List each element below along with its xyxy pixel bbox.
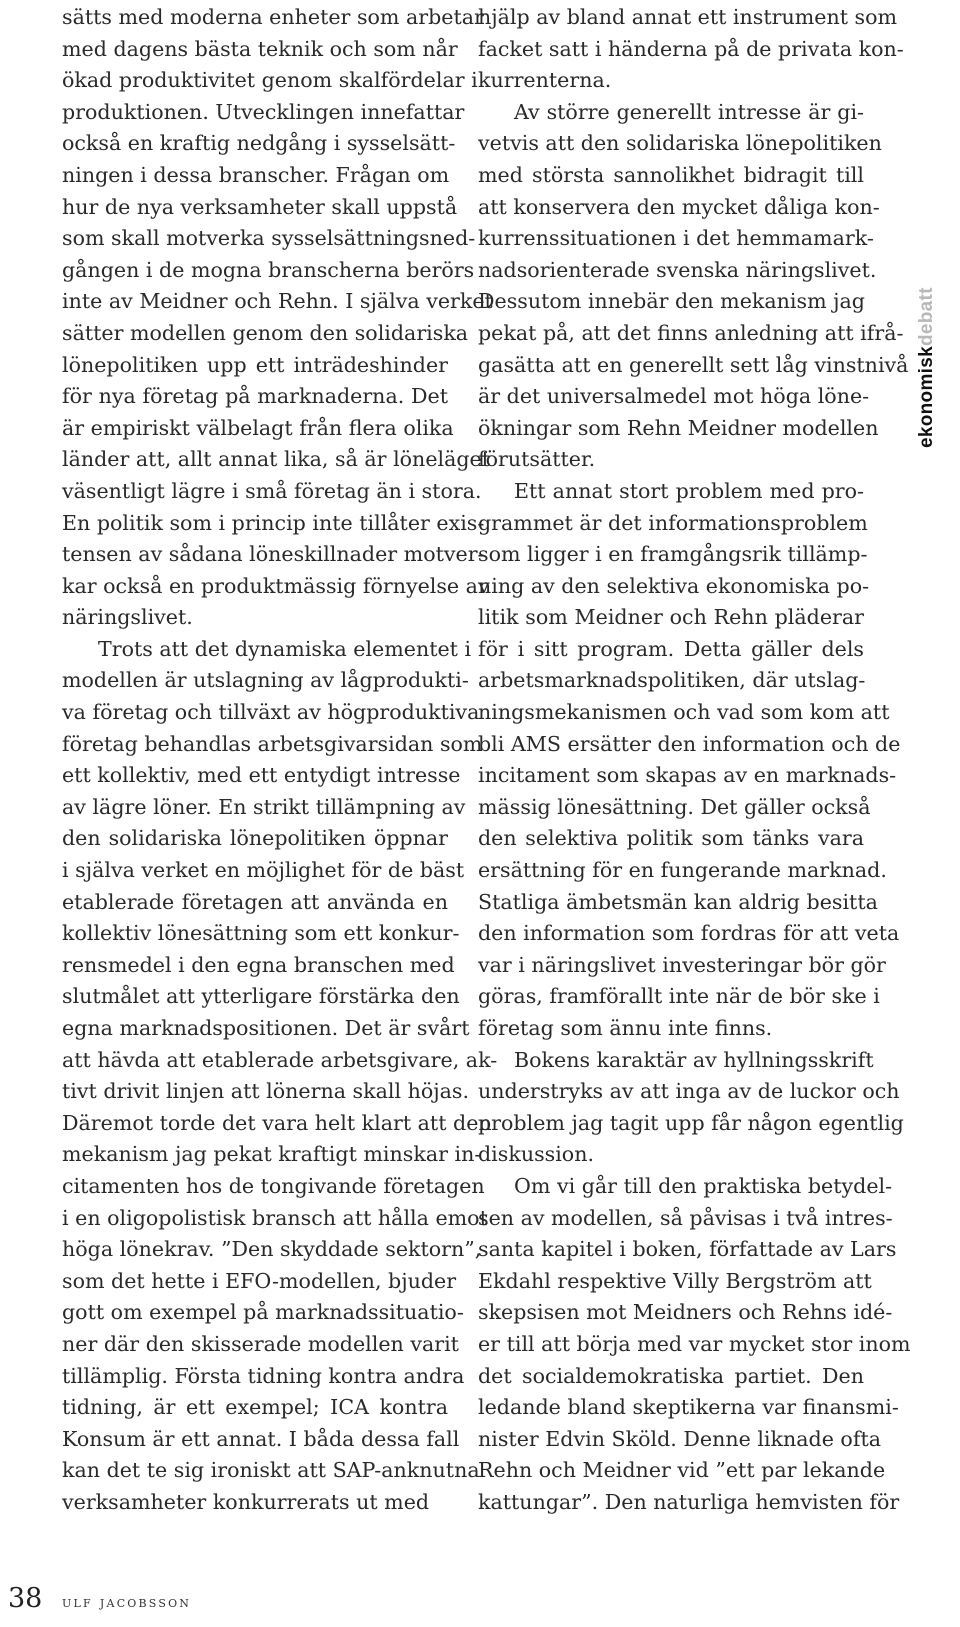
text-line: är empiriskt välbelagt från flera olika xyxy=(62,415,454,440)
text-line: Av större generellt intresse är gi- xyxy=(514,99,864,124)
text-line: av lägre löner. En strikt tillämpning av xyxy=(62,794,466,819)
text-line: ning av den selektiva ekonomiska po- xyxy=(478,573,870,598)
text-line: var i näringslivet investeringar bör gör xyxy=(478,952,886,977)
text-line: ningen i dessa branscher. Frågan om xyxy=(62,162,450,187)
text-line: facket satt i händerna på de privata kon- xyxy=(478,36,904,61)
text-line: hjälp av bland annat ett instrument som xyxy=(478,5,898,29)
text-line: grammet är det informationsproblem xyxy=(478,510,868,535)
text-line: gången i de mogna branscherna berörs xyxy=(62,257,475,282)
text-line: egna marknadspositionen. Det är svårt xyxy=(62,1016,470,1040)
text-line: nadsorienterade svenska näringslivet. xyxy=(478,257,877,282)
text-line: sätter modellen genom den solidariska xyxy=(62,320,469,345)
text-line: Däremot torde det vara helt klart att den xyxy=(62,1110,492,1135)
text-line: företag behandlas arbetsgivarsidan som xyxy=(62,731,483,756)
text-line: Ekdahl respektive Villy Bergström att xyxy=(478,1268,872,1293)
text-line: En politik som i princip inte tillåter exis- xyxy=(62,510,485,535)
text-line: Bokens karaktär av hyllningsskrift xyxy=(514,1047,874,1072)
text-line: i själva verket en möjlighet för de bäst xyxy=(62,858,465,883)
magazine-side-label xyxy=(916,287,938,448)
text-line: den selektiva politik som tänks vara xyxy=(478,826,864,851)
text-line: också en kraftig nedgång i sysselsätt- xyxy=(62,131,456,156)
text-line: kar också en produktmässig förnyelse av xyxy=(62,573,490,598)
text-line: kattungar”. Den naturliga hemvisten för xyxy=(478,1489,900,1514)
text-line: för i sitt program. Detta gäller dels xyxy=(478,636,864,661)
text-line: incitament som skapas av en marknads- xyxy=(478,763,897,788)
text-line: modellen är utslagning av lågprodukti- xyxy=(62,668,469,693)
text-line: mässig lönesättning. Det gäller också xyxy=(478,794,871,819)
side-label-part1: ekonomisk xyxy=(916,346,937,448)
text-line: tensen av sådana löneskillnader motver- xyxy=(62,542,485,567)
text-line: Dessutom innebär den mekanism jag xyxy=(478,289,865,314)
text-line: att konservera den mycket dåliga kon- xyxy=(478,194,880,219)
text-line: göras, framförallt inte när de bör ske i xyxy=(478,984,880,1009)
text-line: sätts med moderna enheter som arbetar xyxy=(62,5,484,29)
text-line: tivt drivit linjen att lönerna skall höjas. xyxy=(62,1079,470,1104)
right-text-column xyxy=(478,2,911,1519)
text-line: lönepolitiken upp ett inträdeshinder xyxy=(62,352,448,377)
text-line: arbetsmarknadspolitiken, där utslag- xyxy=(478,668,866,693)
text-line: tidning, är ett exempel; ICA kontra xyxy=(62,1395,448,1420)
text-line: etablerade företagen att använda en xyxy=(62,889,448,914)
text-line: verksamheter konkurrerats ut med xyxy=(62,1489,430,1514)
text-line: ersättning för en fungerande marknad. xyxy=(478,858,887,883)
author-name: ulf jacobsson xyxy=(62,1593,192,1611)
text-line: det socialdemokratiska partiet. Den xyxy=(478,1363,864,1388)
text-line: ledande bland skeptikerna var finansmi- xyxy=(478,1395,899,1420)
text-line: förutsätter. xyxy=(478,447,596,472)
side-label-part2: debatt xyxy=(916,287,937,347)
text-line: den information som fordras för att veta xyxy=(478,921,900,946)
text-line: litik som Meidner och Rehn pläderar xyxy=(478,605,864,630)
text-line: att hävda att etablerade arbetsgivare, ak- xyxy=(62,1047,498,1072)
text-line: ningsmekanismen och vad som kom att xyxy=(478,700,890,725)
text-line: va företag och tillväxt av högproduktiva xyxy=(62,700,480,725)
text-line: som ligger i en framgångsrik tillämp- xyxy=(478,542,868,567)
text-line: diskussion. xyxy=(478,1142,595,1167)
text-line: sen av modellen, så påvisas i två intres- xyxy=(478,1205,893,1230)
text-line: slutmålet att ytterligare förstärka den xyxy=(62,984,460,1009)
text-line: Ett annat stort problem med pro- xyxy=(514,478,864,503)
text-line: rensmedel i den egna branschen med xyxy=(62,952,455,977)
text-line: Rehn och Meidner vid ”ett par lekande xyxy=(478,1458,886,1483)
text-line: bli AMS ersätter den information och de xyxy=(478,731,901,756)
text-line: som det hette i EFO-modellen, bjuder xyxy=(62,1268,457,1293)
text-line: i en oligopolistisk bransch att hålla emot xyxy=(62,1205,488,1230)
text-line: santa kapitel i boken, författade av Lars xyxy=(478,1237,897,1262)
text-line: inte av Meidner och Rehn. I själva verket xyxy=(62,289,493,314)
text-line: tillämplig. Första tidning kontra andra xyxy=(62,1363,465,1388)
text-line: med dagens bästa teknik och som når xyxy=(62,36,458,61)
text-line: problem jag tagit upp får någon egentlig xyxy=(478,1110,904,1135)
text-line: kurrenssituationen i det hemmamark- xyxy=(478,226,874,251)
text-line: ner där den skisserade modellen varit xyxy=(62,1331,459,1356)
text-line: med största sannolikhet bidragit till xyxy=(478,162,864,187)
text-line: kollektiv lönesättning som ett konkur- xyxy=(62,921,460,946)
text-line: ökad produktivitet genom skalfördelar i xyxy=(62,68,478,93)
text-line: höga lönekrav. ”Den skyddade sektorn”, xyxy=(62,1237,482,1262)
text-line: vetvis att den solidariska lönepolitiken xyxy=(478,131,882,156)
text-line: citamenten hos de tongivande företagen xyxy=(62,1173,485,1198)
text-line: kan det te sig ironiskt att SAP-anknutna xyxy=(62,1458,480,1483)
text-line: den solidariska lönepolitiken öppnar xyxy=(62,826,448,851)
text-line: kurrenterna. xyxy=(478,68,612,93)
text-line: Om vi går till den praktiska betydel- xyxy=(514,1173,893,1198)
text-line: Statliga ämbetsmän kan aldrig besitta xyxy=(478,889,878,914)
text-line: produktionen. Utvecklingen innefattar xyxy=(62,99,465,124)
text-line: pekat på, att det finns anledning att ifrå- xyxy=(478,320,904,345)
text-line: näringslivet. xyxy=(62,605,193,630)
text-line: skepsisen mot Meidners och Rehns idé- xyxy=(478,1300,893,1325)
text-line: hur de nya verksamheter skall uppstå xyxy=(62,194,458,219)
page-number: 38 xyxy=(8,1583,43,1614)
text-line: gott om exempel på marknadssituatio- xyxy=(62,1300,464,1325)
text-line: länder att, allt annat lika, så är löneläget xyxy=(62,447,491,472)
text-line: Konsum är ett annat. I båda dessa fall xyxy=(62,1426,460,1451)
text-line: väsentligt lägre i små företag än i stora. xyxy=(62,478,482,503)
text-line: er till att börja med var mycket stor inom xyxy=(478,1331,911,1356)
text-line: är det universalmedel mot höga löne- xyxy=(478,384,870,409)
text-line: ökningar som Rehn Meidner modellen xyxy=(478,415,879,440)
text-line: företag som ännu inte finns. xyxy=(478,1016,773,1040)
text-line: ett kollektiv, med ett entydigt intresse xyxy=(62,763,461,788)
text-line: nister Edvin Sköld. Denne liknade ofta xyxy=(478,1426,882,1451)
text-line: mekanism jag pekat kraftigt minskar in- xyxy=(62,1142,482,1167)
left-text-column xyxy=(62,2,498,1519)
text-line: understryks av att inga av de luckor och xyxy=(478,1079,900,1104)
text-line: gasätta att en generellt sett låg vinstnivå xyxy=(478,352,909,377)
text-line: som skall motverka sysselsättningsned- xyxy=(62,226,476,251)
text-line: Trots att det dynamiska elementet i xyxy=(98,636,472,661)
text-line: för nya företag på marknaderna. Det xyxy=(62,384,448,409)
